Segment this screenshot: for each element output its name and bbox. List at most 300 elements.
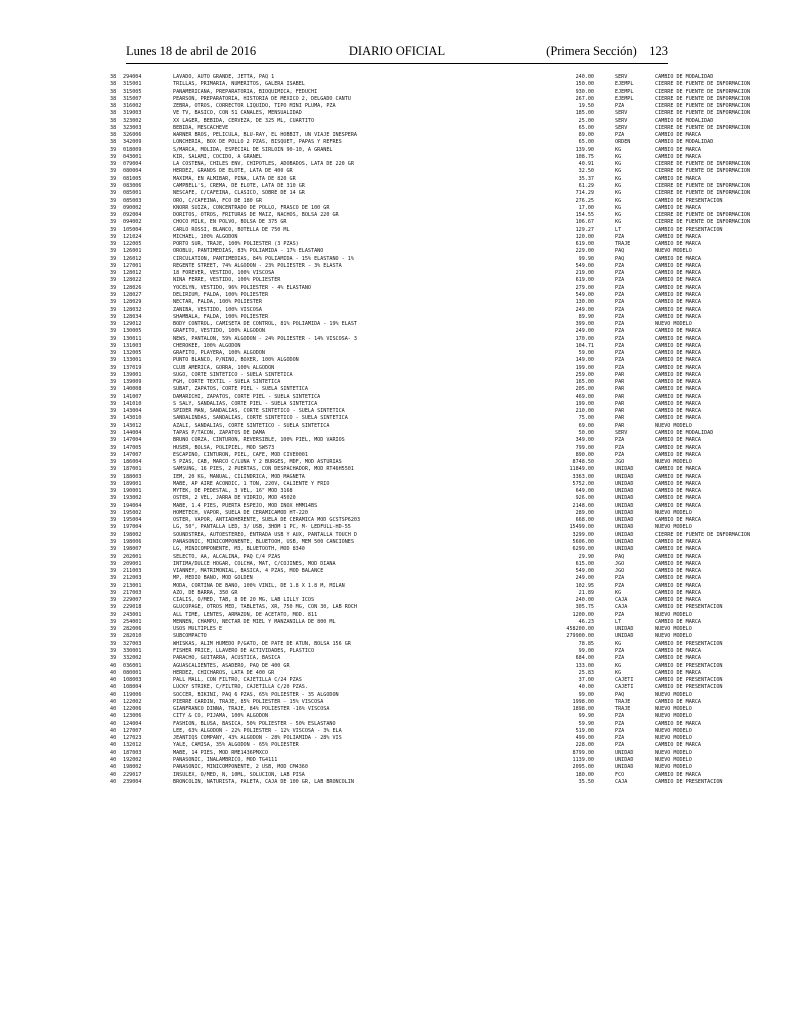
row-code: 212003 (123, 575, 142, 582)
row-unit: KG (615, 168, 622, 175)
table-row (110, 633, 690, 640)
table-row (110, 502, 702, 510)
row-unit: PZA (615, 262, 625, 269)
row-observation: CAMBIO DE PRESENTACION (655, 662, 723, 669)
row-observation: CAMBIO DE PRESENTACION (655, 640, 723, 647)
row-code: 108003 (123, 677, 142, 684)
table-row (110, 692, 690, 699)
table-row (110, 88, 751, 96)
row-section: 39 (110, 161, 117, 168)
row-description: VE TV, BASICO, CON 51 CANALES, MENSUALIDAD (173, 110, 302, 117)
table-row (110, 647, 702, 655)
row-description: CIALIS, O/MED, TAB, 8 DE 20 MG, LAB LILLY ICOS (173, 597, 315, 604)
row-code: 195002 (123, 509, 142, 516)
row-code: 190001 (123, 488, 142, 495)
row-section: 39 (110, 415, 117, 422)
row-section: 39 (110, 350, 117, 357)
row-observation: CAMBIO DE MARCA (655, 480, 702, 487)
row-observation: NUEVO MODELO (655, 422, 692, 429)
row-code: 254001 (123, 618, 142, 625)
row-price: 549.00 (575, 568, 594, 575)
row-unit: PZA (615, 720, 625, 727)
row-code: 105004 (123, 226, 142, 233)
table-row (110, 168, 751, 175)
row-price: 133.00 (575, 662, 594, 669)
row-price: 930.00 (575, 88, 594, 95)
row-observation: CAMBIO DE MARCA (655, 393, 702, 400)
row-observation: NUEVO MODELO (655, 691, 692, 698)
row-code: 147007 (123, 451, 142, 458)
row-observation: CAMBIO DE MARCA (655, 262, 702, 269)
row-section: 39 (110, 582, 117, 589)
row-description: PEARSON, PREPARATORIA, HISTORIA DE MEXICO 2, DELGADO CANTU (173, 95, 351, 102)
row-code: 119006 (123, 691, 142, 698)
row-description: NINA FERRE, VESTIDO, 100% POLIESTER (173, 277, 281, 284)
row-unit: LT (615, 226, 622, 233)
row-section: 39 (110, 212, 117, 219)
row-code: 128012 (123, 270, 142, 277)
table-row (110, 81, 751, 88)
row-price: 259.00 (575, 371, 594, 378)
row-observation: CAMBIO DE MARCA (655, 451, 702, 458)
row-code: 043001 (123, 153, 142, 160)
row-description: CHOCO MILK, EN POLVO, BOLSA DE 375 GR (173, 219, 287, 226)
row-code: 211003 (123, 568, 142, 575)
row-price: 926.00 (575, 495, 594, 502)
row-unit: UNIDAD (615, 509, 634, 516)
row-code: 143004 (123, 408, 142, 415)
row-section: 39 (110, 393, 117, 400)
row-code: 197004 (123, 524, 142, 531)
row-unit: UNIDAD (615, 546, 634, 553)
row-observation: CAMBIO DE PRESENTACION (655, 197, 723, 204)
table-row (110, 342, 702, 350)
row-observation: CAMBIO DE MARCA (655, 415, 702, 422)
table-row (110, 364, 702, 372)
row-unit: EJEMPL (615, 88, 634, 95)
row-description: WHISKAS, ALIM HUMEDO P/GATO, DE PATE DE ATUN, BOLSA 156 GR (173, 640, 351, 647)
table-row (110, 451, 702, 459)
row-code: 294004 (123, 74, 142, 80)
row-observation: CAMBIO DE MARCA (655, 371, 702, 378)
row-observation: CAMBIO DE MARCA (655, 466, 702, 473)
row-code: 187003 (123, 749, 142, 756)
row-observation: CAMBIO DE MARCA (655, 742, 702, 749)
row-section: 39 (110, 437, 117, 444)
row-section: 40 (110, 764, 117, 771)
row-description: ESCAPINO, CINTURON, PIEL, CAFE, MOD CIVE0001 (173, 451, 308, 458)
row-code: 198007 (123, 546, 142, 553)
row-code: 198002 (123, 764, 142, 771)
row-code: 282010 (123, 633, 142, 640)
row-code: 140008 (123, 386, 142, 393)
row-description: SUBCOMPACTO (173, 633, 207, 640)
row-section: 39 (110, 502, 117, 509)
row-price: 75.00 (578, 415, 594, 422)
row-price: 3299.00 (572, 531, 594, 538)
row-section: 39 (110, 284, 117, 291)
row-section: 39 (110, 626, 117, 633)
row-description: SANDALINDAS, SANDALIAS, CORTE SINTETICO - SUELA SINTETICA (173, 415, 348, 422)
row-observation: CAMBIO DE MARCA (655, 255, 702, 262)
row-section: 39 (110, 219, 117, 226)
row-code: 129012 (123, 321, 142, 328)
row-observation: CAMBIO DE MARCA (655, 364, 702, 371)
row-code: 315007 (123, 95, 142, 102)
row-code: 213001 (123, 582, 142, 589)
row-code: 122002 (123, 698, 142, 705)
row-price: 99.90 (578, 713, 594, 720)
row-description: S SALY, SANDALIAS, CORTE PIEL - SUELA SINTETICA (173, 400, 318, 407)
row-section: 39 (110, 451, 117, 458)
table-row (110, 640, 723, 648)
row-section: 39 (110, 306, 117, 313)
row-code: 243001 (123, 611, 142, 618)
row-observation: CAMBIO DE MARCA (655, 204, 702, 211)
row-price: 35.50 (578, 778, 594, 785)
row-price: 120.00 (575, 233, 594, 240)
row-observation: CAMBIO DE MARCA (655, 328, 702, 335)
row-price: 150.00 (575, 81, 594, 88)
row-observation: NUEVO MODELO (655, 524, 692, 531)
row-description: PANAMERICANA, PREPARATORIA, BIOQUIMICA, FEDUCHI (173, 88, 318, 95)
row-code: 192002 (123, 756, 142, 763)
table-row (110, 408, 702, 415)
row-description: AZALI, SANDALIAS, CORTE SINTETICO - SUELA SINTETICA (173, 422, 330, 429)
row-unit: PZA (615, 284, 625, 291)
table-row (110, 612, 690, 619)
row-section: 39 (110, 495, 117, 502)
row-section: 40 (110, 735, 117, 742)
row-section: 40 (110, 778, 117, 785)
row-observation: CAMBIO DE MARCA (655, 502, 702, 509)
row-unit: KG (615, 182, 622, 189)
row-unit: UNIDAD (615, 480, 634, 487)
row-section: 39 (110, 611, 117, 618)
row-description: BRONCOLIN, NATURISTA, PALETA, CAJA DE 100 GR, LAB BRONCOLIN (173, 778, 354, 785)
table-row (110, 262, 702, 270)
row-observation: NUEVO MODELO (655, 459, 692, 466)
table-row (110, 313, 702, 321)
row-section: 39 (110, 328, 117, 335)
row-price: 229.00 (575, 248, 594, 255)
row-unit: PZA (615, 335, 625, 342)
table-row (110, 495, 702, 502)
row-section: 39 (110, 379, 117, 386)
row-section: 39 (110, 539, 117, 545)
row-observation: CAMBIO DE PRESENTACION (655, 604, 723, 611)
row-unit: PZA (615, 727, 625, 734)
row-observation: CAMBIO DE MARCA (655, 582, 702, 589)
row-code: 124004 (123, 720, 142, 727)
row-code: 144004 (123, 430, 142, 437)
row-price: 890.00 (575, 451, 594, 458)
table-row (110, 713, 690, 720)
row-section: 39 (110, 270, 117, 277)
row-section: 39 (110, 321, 117, 328)
row-section: 39 (110, 313, 117, 320)
row-price: 305.75 (575, 604, 594, 611)
row-code: 122005 (123, 241, 142, 248)
row-unit: PZA (615, 364, 625, 371)
header-rule (126, 63, 668, 64)
row-unit: KG (615, 204, 622, 211)
table-row (110, 531, 751, 539)
row-observation: CAMBIO DE MARCA (655, 568, 702, 575)
row-observation: CAMBIO DE MARCA (655, 357, 702, 364)
row-price: 21.89 (578, 589, 594, 596)
row-price: 99.00 (578, 691, 594, 698)
row-observation: CAMBIO DE MARCA (655, 437, 702, 444)
row-code: 092004 (123, 212, 142, 219)
table-row (110, 386, 702, 393)
row-price: 399.00 (575, 321, 594, 328)
row-observation: CAMBIO DE MODALIDAD (655, 117, 714, 124)
row-description: ZANIBA, VESTIDO, 100% VISCOSA (173, 306, 262, 313)
row-section: 39 (110, 204, 117, 211)
row-code: 188003 (123, 473, 142, 480)
row-section: 39 (110, 509, 117, 516)
row-section: 38 (110, 132, 117, 139)
row-observation: CAMBIO DE MARCA (655, 277, 702, 284)
table-row (110, 517, 702, 524)
row-price: 199.00 (575, 400, 594, 407)
row-observation: CIERRE DE FUENTE DE INFORMACION (655, 88, 751, 95)
row-price: 106.67 (575, 219, 594, 226)
row-description: SPIDER MAN, SANDALIAS, CORTE SINTETICO - SUELA SINTETICA (173, 408, 345, 415)
row-price: 102.95 (575, 582, 594, 589)
row-description: SHAMBALA, FALDA, 100% POLIESTER (173, 313, 269, 320)
table-row (110, 720, 702, 728)
row-unit: PZA (615, 575, 625, 582)
row-unit: CAJETI (615, 684, 634, 691)
row-description: MAXIMA, EN ALMIBAR, PIÑA, LATA DE 820 GR (173, 175, 296, 182)
row-code: 323002 (123, 117, 142, 124)
row-price: 799.00 (575, 444, 594, 451)
row-description: SAMSUNG, 16 PIES, 2 PUERTAS, CON DESPACHADOR, MOD RT46H5501 (173, 466, 354, 473)
row-price: 19.50 (578, 103, 594, 110)
row-section: 40 (110, 749, 117, 756)
row-code: 198006 (123, 539, 142, 545)
row-observation: NUEVO MODELO (655, 509, 692, 516)
row-section: 39 (110, 400, 117, 407)
row-unit: KG (615, 146, 622, 153)
table-row (110, 146, 702, 154)
table-row (110, 74, 714, 81)
row-description: CITY & CO, PIJAMA, 100% ALGODON (173, 713, 269, 720)
row-code: 131003 (123, 342, 142, 349)
row-price: 29.90 (578, 553, 594, 560)
row-code: 319003 (123, 110, 142, 117)
row-description: MYTEK, DE PEDESTAL, 3 VEL, 16" MOD 3168 (173, 488, 293, 495)
row-unit: UNIDAD (615, 539, 634, 545)
row-description: BODY CONTROL, CAMISETA DE CONTROL, 81% POLIAMIDA - 19% ELAST (173, 321, 358, 328)
row-unit: CAJA (615, 604, 628, 611)
row-section: 39 (110, 255, 117, 262)
row-observation: NUEVO MODELO (655, 749, 692, 756)
row-price: 5606.00 (572, 539, 594, 545)
row-observation: CIERRE DE FUENTE DE INFORMACION (655, 110, 751, 117)
row-observation: CIERRE DE FUENTE DE INFORMACION (655, 531, 751, 538)
table-row (110, 335, 702, 343)
row-section: 38 (110, 81, 117, 88)
table-row (110, 430, 714, 437)
row-observation: CAMBIO DE MODALIDAD (655, 74, 714, 80)
row-description: TRILLAS, PRIMARIA, NUMERITOS, GALERA ISABEL (173, 81, 305, 88)
row-description: ALL TIME, LENTES, ARMAZON, DE ACETATO, MOD. 811 (173, 611, 318, 618)
row-description: BRUNO CORZA, CINTURON, REVERSIBLE, 100% PIEL, MOD VARIOS (173, 437, 345, 444)
row-section: 39 (110, 430, 117, 437)
table-row (110, 539, 702, 546)
table-row (110, 466, 702, 473)
row-price: 37.00 (578, 677, 594, 684)
table-row (110, 255, 702, 263)
table-row (110, 560, 702, 568)
row-price: 46.23 (578, 618, 594, 625)
row-price: 99.00 (578, 647, 594, 654)
table-row (110, 299, 702, 306)
row-section: 39 (110, 277, 117, 284)
row-section: 40 (110, 684, 117, 691)
row-unit: PZA (615, 132, 625, 139)
table-row (110, 233, 702, 241)
row-observation: CIERRE DE FUENTE DE INFORMACION (655, 161, 751, 168)
row-price: 25.00 (578, 117, 594, 124)
row-unit: PAR (615, 415, 625, 422)
row-price: 2095.00 (572, 764, 594, 771)
row-unit: UNIDAD (615, 502, 634, 509)
row-description: DELIRIUM, FALDA, 100% POLIESTER (173, 291, 269, 298)
row-unit: PZA (615, 437, 625, 444)
row-section: 39 (110, 589, 117, 596)
row-observation: NUEVO MODELO (655, 626, 692, 633)
row-price: 276.25 (575, 197, 594, 204)
row-observation: CAMBIO DE MARCA (655, 546, 702, 553)
row-description: PALL MALL, CON FILTRO, CAJETILLA C/24 PZAS (173, 677, 302, 684)
row-code: 147005 (123, 444, 142, 451)
row-observation: CAMBIO DE MARCA (655, 618, 702, 625)
row-description: BEBIDA, MESCACHEVE (173, 124, 229, 131)
table-row (110, 437, 702, 444)
row-code: 323003 (123, 124, 142, 131)
row-description: NEWS, PANTALON, 59% ALGODON - 24% POLIESTER - 14% VISCOSA- 3 (173, 335, 358, 342)
table-row (110, 328, 702, 335)
row-code: 139001 (123, 371, 142, 378)
row-section: 39 (110, 655, 117, 662)
row-section: 39 (110, 182, 117, 189)
row-observation: CAMBIO DE MARCA (655, 539, 702, 545)
row-description: LG, 50", PANTALLA LED, 3/ USB, 3HDM 1 PC, M- LEDFULL-HD-55 (173, 524, 351, 531)
row-code: 130005 (123, 328, 142, 335)
row-description: WARNER BROS, PELICULA, BLU-RAY, EL HOBBIT, UN VIAJE INESPERA (173, 132, 358, 139)
row-price: 40.00 (578, 684, 594, 691)
row-section: 39 (110, 299, 117, 306)
row-unit: PAQ (615, 691, 625, 698)
row-code: 326006 (123, 132, 142, 139)
row-description: FASHION, BLUSA, BASICA, 50% POLIESTER - 50% ESLASTANO (173, 720, 336, 727)
row-price: 649.00 (575, 488, 594, 495)
row-section: 40 (110, 669, 117, 676)
row-description: KNORR SUIZA, CONCENTRADO DE POLLO, FRASCO DE 100 GR (173, 204, 330, 211)
row-unit: UNIDAD (615, 495, 634, 502)
row-price: 15499.00 (569, 524, 594, 531)
row-price: 279900.00 (566, 633, 594, 640)
row-section: 39 (110, 386, 117, 393)
table-row (110, 291, 702, 299)
row-observation: CIERRE DE FUENTE DE INFORMACION (655, 103, 751, 110)
row-section: 39 (110, 488, 117, 495)
row-observation: CAMBIO DE MARCA (655, 241, 702, 248)
row-observation: CAMBIO DE MARCA (655, 698, 702, 705)
table-row (110, 357, 702, 364)
row-code: 141007 (123, 393, 142, 400)
table-row (110, 582, 702, 590)
row-section: 39 (110, 633, 117, 640)
row-description: CLUB AMERICA, GORRA, 100% ALGODON (173, 364, 275, 371)
row-unit: SERV (615, 124, 628, 131)
row-observation: NUEVO MODELO (655, 727, 692, 734)
row-section: 39 (110, 168, 117, 175)
row-observation: CAMBIO DE MODALIDAD (655, 139, 714, 146)
table-row (110, 212, 751, 219)
row-section: 39 (110, 480, 117, 487)
row-unit: CAJA (615, 597, 628, 604)
table-row (110, 473, 702, 481)
row-section: 38 (110, 110, 117, 117)
row-unit: EJEMPL (615, 95, 634, 102)
table-row (110, 248, 690, 255)
row-observation: NUEVO MODELO (655, 321, 692, 328)
row-description: 18 FOREVER, VESTIDO, 100% VISCOSA (173, 270, 275, 277)
table-row (110, 546, 702, 553)
row-section: 39 (110, 422, 117, 429)
row-price: 684.00 (575, 655, 594, 662)
row-description: GRAFITO, PLAYERA, 100% ALGODON (173, 350, 266, 357)
row-observation: CAMBIO DE MARCA (655, 350, 702, 357)
table-row (110, 379, 702, 386)
row-observation: CAMBIO DE MARCA (655, 146, 702, 153)
row-section: 40 (110, 727, 117, 734)
row-description: GIANFRANCO DINNA, TRAJE, 84% POLIESTER -16% VISCOSA (173, 706, 330, 713)
row-code: 332002 (123, 655, 142, 662)
row-description: MABE, 14 PIES, MOD RME1436PMXCO (173, 749, 269, 756)
row-price: 199.00 (575, 364, 594, 371)
row-observation: CAMBIO DE MARCA (655, 553, 702, 560)
row-section: 40 (110, 713, 117, 720)
row-unit: KG (615, 197, 622, 204)
row-observation: CAMBIO DE MARCA (655, 335, 702, 342)
row-unit: EJEMPL (615, 81, 634, 88)
row-price: 8799.00 (572, 749, 594, 756)
row-description: FGH, CORTE TEXTIL - SUELA SINTETICA (173, 379, 281, 386)
row-observation: CAMBIO DE MARCA (655, 560, 702, 567)
row-section: 39 (110, 408, 117, 415)
row-description: CARLO ROSSI, BLANCO, BOTELLA DE 750 ML (173, 226, 290, 233)
table-row (110, 728, 690, 735)
row-price: 240.00 (575, 597, 594, 604)
row-description: FISHER PRICE, LLAVERO DE ACTIVIDADES, PLASTICO (173, 647, 315, 654)
row-description: REGENTE STREET, 74% ALGODON - 23% POLIESTER - 3% ELASTA (173, 262, 342, 269)
row-price: 2148.00 (572, 502, 594, 509)
row-description: SELECTO, AA, ALCALINA, PAQ C/4 PZAS (173, 553, 281, 560)
row-observation: NUEVO MODELO (655, 706, 692, 713)
table-row (110, 510, 690, 517)
row-section: 39 (110, 146, 117, 153)
row-observation: CAMBIO DE MARCA (655, 669, 702, 676)
row-observation: NUEVO MODELO (655, 713, 692, 720)
table-row (110, 241, 702, 248)
row-section: 39 (110, 524, 117, 531)
